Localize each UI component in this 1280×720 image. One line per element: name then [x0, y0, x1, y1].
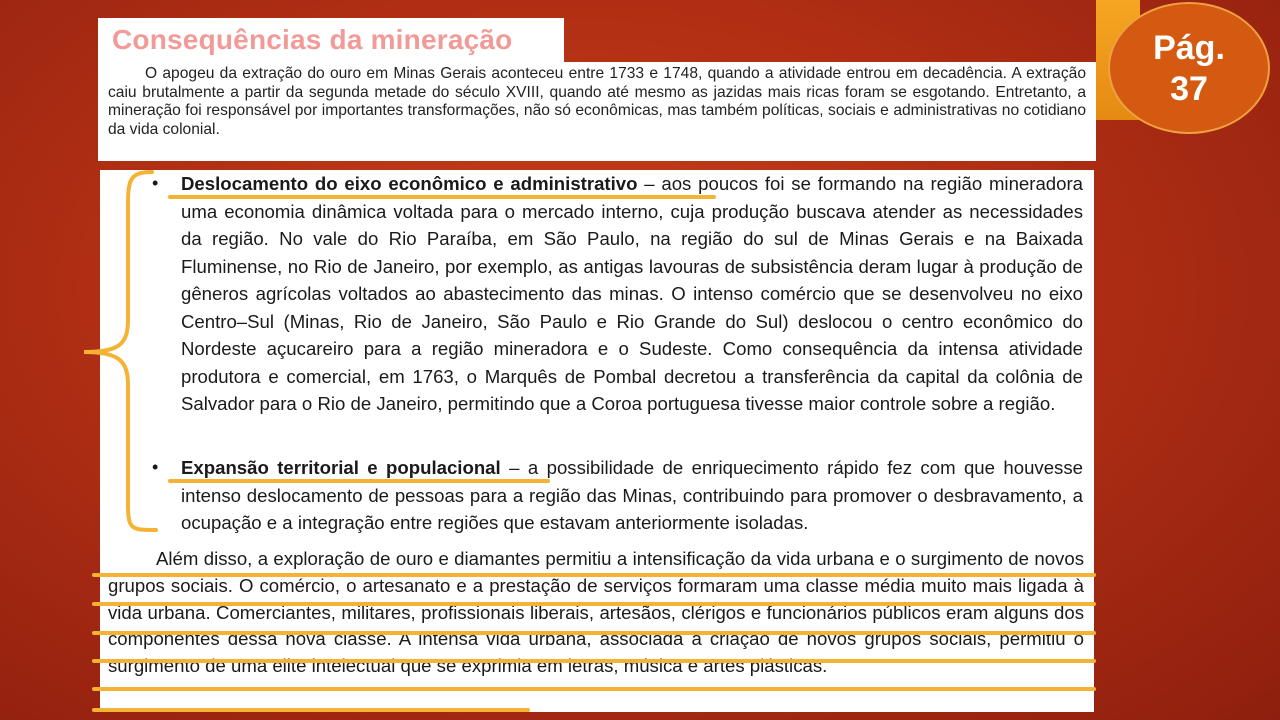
- main-text-panel: [100, 170, 1094, 712]
- bullet-heading: Expansão territorial e populacional: [181, 457, 501, 478]
- title-panel: [98, 18, 564, 62]
- page-number-label: [1110, 28, 1268, 110]
- page-number-badge: [1108, 2, 1270, 134]
- bullet-heading: Deslocamento do eixo econômico e administrativo: [181, 173, 638, 194]
- bullet-dot: •: [152, 173, 159, 193]
- closing-paragraph: Além disso, a exploração de ouro e diamantes permitiu a intensificação da vida urbana e o surgimento de novos grupos sociais. O comércio, o artesanato e a prestação de serviços formaram uma classe média muito mais ligada à vida urbana. Comerciantes, militares, profissionais liberais, artesãos, clérigos e funcionários públicos eram alguns dos componentes dessa nova classe. A intensa vida urbana, associada à criação de novos grupos sociais, permitiu o surgimento de uma elite intelectual que se exprimia em letras, música e artes plásticas.: [108, 548, 1084, 677]
- page-label-line2: 37: [1170, 70, 1208, 108]
- bullet-item: [152, 170, 1083, 418]
- bullet-item: [152, 454, 1083, 537]
- bullet-text: – aos poucos foi se formando na região mineradora uma economia dinâmica voltada para o mercado interno, cuja produção buscava atender as necessidades da região. No vale do Rio Paraíba, em São Paulo, na região do sul de Minas Gerais e na Baixada Fluminense, no Rio de Janeiro, por exemplo, as antigas lavouras de subsistência deram lugar à produção de gêneros agrícolas voltados ao abastecimento das minas. O intenso comércio que se desenvolveu no eixo Centro–Sul (Minas, Rio de Janeiro, São Paulo e Rio Grande do Sul) deslocou o centro econômico do Nordeste açucareiro para a região mineradora e o Sudeste. Como consequência da intensa atividade produtora e comercial, em 1763, o Marquês de Pombal decretou a transferência da capital da colônia de Salvador para o Rio de Janeiro, permitindo que a Coroa portuguesa tivesse maior controle sobre a região.: [181, 173, 1083, 414]
- page-label-line1: Pág.: [1153, 29, 1225, 67]
- intro-panel: [98, 62, 1096, 161]
- bullet-text: – a possibilidade de enriquecimento rápido fez com que houvesse intenso deslocamento de pessoas para a região das Minas, contribuindo para promover o desbravamento, a ocupação e a integração entre regiões que estavam anteriormente isoladas.: [181, 457, 1083, 533]
- intro-paragraph: O apogeu da extração do ouro em Minas Gerais aconteceu entre 1733 e 1748, quando a atividade entrou em decadência. A extração caiu brutalmente a partir da segunda metade do século XVIII, quando até mesmo as jazidas mais ricas foram se esgotando. Entretanto, a mineração foi responsável por importantes transformações, não só econômicas, mas também políticas, sociais e administrativas no cotidiano da vida colonial.: [108, 65, 1086, 138]
- section-title: Consequências da mineração: [112, 24, 513, 55]
- bullet-dot: •: [152, 457, 159, 477]
